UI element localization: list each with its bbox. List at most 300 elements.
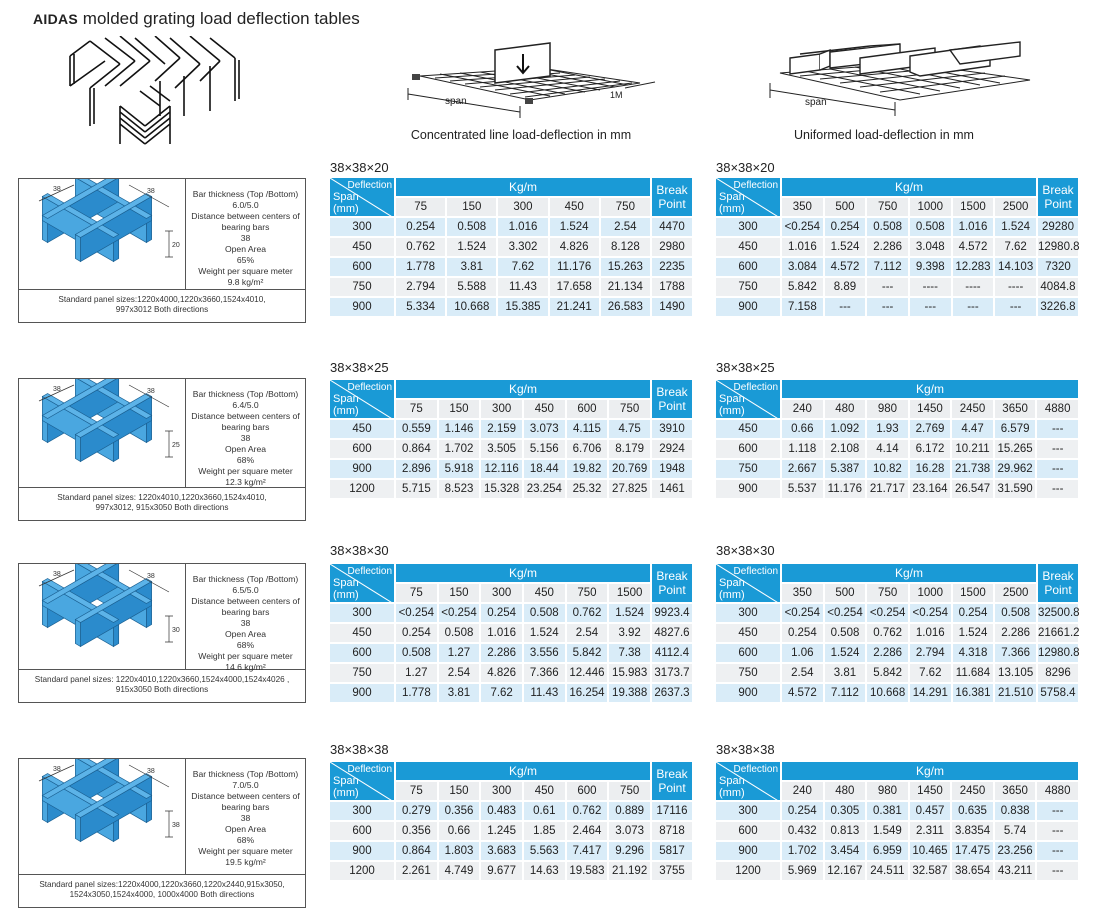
table-row — [330, 480, 692, 498]
break-point-cell: 2235 — [652, 258, 692, 276]
deflection-cell: --- — [910, 298, 951, 316]
break-point-cell: 2924 — [652, 440, 692, 458]
table-row — [330, 862, 692, 880]
deflection-cell: 1.27 — [396, 664, 437, 682]
span-cell: 900 — [330, 460, 394, 478]
spec-line: 9.8 kg/m² — [227, 277, 264, 287]
deflection-cell: 21.192 — [609, 862, 650, 880]
load-header: 500 — [825, 198, 866, 216]
load-header: 600 — [567, 782, 608, 800]
deflection-cell: 5.537 — [782, 480, 823, 498]
load-header: 1500 — [953, 198, 994, 216]
deflection-cell: --- — [1037, 822, 1078, 840]
span-cell: 450 — [330, 238, 394, 256]
deflection-cell: 0.508 — [910, 218, 951, 236]
table-row — [330, 822, 692, 840]
load-header: 4880 — [1037, 400, 1078, 418]
deflection-cell: 2.769 — [910, 420, 951, 438]
deflection-cell: 0.254 — [953, 604, 994, 622]
deflection-cell: 0.762 — [567, 802, 608, 820]
deflection-cell: 2.311 — [910, 822, 951, 840]
break-point-cell: 5758.4 — [1038, 684, 1078, 702]
deflection-cell: 1.524 — [825, 644, 866, 662]
corner-header — [716, 380, 780, 418]
deflection-cell: 1.524 — [609, 604, 650, 622]
grating-panel-icon — [19, 179, 184, 294]
spec-line: bearing bars — [221, 607, 270, 617]
deflection-cell: 4.826 — [481, 664, 522, 682]
table-row — [716, 604, 1078, 622]
break-point-cell: 12980.8 — [1038, 238, 1078, 256]
deflection-cell: 7.112 — [867, 258, 908, 276]
deflection-cell: 5.842 — [867, 664, 908, 682]
deflection-cell: 14.63 — [524, 862, 565, 880]
deflection-cell: 2.896 — [396, 460, 437, 478]
dim-a-label: 38 — [53, 386, 61, 393]
spec-line: Distance between centers of — [191, 791, 300, 801]
spec-text — [186, 179, 305, 289]
span-cell: 750 — [716, 664, 780, 682]
span-cell: 600 — [716, 440, 780, 458]
deflection-cell: 0.457 — [910, 802, 951, 820]
spec-line: Distance between centers of — [191, 411, 300, 421]
header-row — [716, 762, 1078, 780]
deflection-cell: 13.105 — [995, 664, 1036, 682]
grating-spec-box — [18, 758, 306, 908]
spec-line: 19.5 kg/m² — [225, 857, 266, 867]
deflection-label: Deflection — [347, 566, 392, 577]
break-point-cell: 3910 — [652, 420, 692, 438]
grating-panel-icon — [19, 759, 184, 874]
load-group-header: Kg/m — [396, 380, 650, 398]
concentrated-section-title: 38×38×38 — [330, 742, 389, 757]
load-header: 4880 — [1037, 782, 1078, 800]
deflection-cell: 2.286 — [995, 624, 1036, 642]
brand-name: AIDAS — [33, 11, 79, 27]
deflection-cell: 16.28 — [910, 460, 951, 478]
load-header: 300 — [481, 584, 522, 602]
deflection-cell: --- — [867, 298, 908, 316]
span-unit-label: (mm) — [719, 589, 745, 601]
load-group-header: Kg/m — [782, 380, 1078, 398]
table-row — [716, 664, 1078, 682]
deflection-cell: 5.334 — [396, 298, 445, 316]
deflection-cell: 0.508 — [524, 604, 565, 622]
load-header: 750 — [609, 782, 650, 800]
table-row — [716, 460, 1078, 478]
table-row — [330, 298, 692, 316]
load-header: 2500 — [995, 584, 1036, 602]
span-label: Span — [333, 775, 359, 787]
break-point-cell: 32500.8 — [1038, 604, 1078, 622]
span-cell: 300 — [716, 604, 780, 622]
span-cell: 450 — [716, 624, 780, 642]
deflection-cell: 14.103 — [995, 258, 1036, 276]
deflection-cell: 0.66 — [782, 420, 823, 438]
table-row — [330, 440, 692, 458]
spec-line: Weight per square meter — [198, 466, 293, 476]
deflection-cell: 12.446 — [567, 664, 608, 682]
deflection-cell: 12.283 — [953, 258, 994, 276]
span-cell: 600 — [330, 644, 394, 662]
concentrated-load-illustration — [400, 38, 670, 128]
deflection-cell: 5.842 — [567, 644, 608, 662]
span-label: Span — [719, 775, 745, 787]
load-header: 980 — [867, 782, 908, 800]
load-header: 150 — [447, 198, 496, 216]
spec-line: Bar thickness (Top /Bottom) — [192, 574, 299, 584]
deflection-cell: 11.684 — [953, 664, 994, 682]
table-row — [716, 842, 1078, 860]
grating-spec-box — [18, 378, 306, 521]
table-row — [330, 684, 692, 702]
span-cell: 600 — [716, 258, 780, 276]
deflection-cell: --- — [1037, 440, 1078, 458]
deflection-label: Deflection — [347, 382, 392, 393]
deflection-cell: 25.32 — [567, 480, 608, 498]
uniform-section-title: 38×38×38 — [716, 742, 775, 757]
corner-header — [716, 178, 780, 216]
deflection-cell: 1.524 — [550, 218, 599, 236]
break-point-cell: 8296 — [1038, 664, 1078, 682]
deflection-cell: ---- — [995, 278, 1036, 296]
load-header: 1500 — [609, 584, 650, 602]
uniform-section-title: 38×38×30 — [716, 543, 775, 558]
deflection-cell: 2.108 — [825, 440, 866, 458]
deflection-cell: 3.81 — [825, 664, 866, 682]
deflection-cell: 0.254 — [782, 802, 823, 820]
deflection-label: Deflection — [347, 764, 392, 775]
deflection-cell: 1.803 — [439, 842, 480, 860]
span-cell: 300 — [330, 802, 394, 820]
deflection-cell: 3.92 — [609, 624, 650, 642]
spec-line: 14.6 kg/m² — [225, 662, 266, 672]
load-group-header: Kg/m — [782, 178, 1036, 196]
table-row — [330, 460, 692, 478]
deflection-cell: 1.06 — [782, 644, 823, 662]
deflection-cell: 1.93 — [867, 420, 908, 438]
deflection-cell: 29.962 — [995, 460, 1036, 478]
spec-line: bearing bars — [221, 422, 270, 432]
span-cell: 300 — [716, 802, 780, 820]
table-row — [330, 420, 692, 438]
load-header: 3650 — [995, 400, 1036, 418]
deflection-cell: ---- — [953, 278, 994, 296]
deflection-label: Deflection — [733, 764, 778, 775]
load-header: 3650 — [995, 782, 1036, 800]
deflection-cell: 3.556 — [524, 644, 565, 662]
span-cell: 750 — [330, 664, 394, 682]
uniform-load-table — [714, 378, 1080, 500]
load-header: 480 — [825, 782, 866, 800]
uniform-section-title: 38×38×25 — [716, 360, 775, 375]
corner-header — [330, 380, 394, 418]
panel-size-line: 997x3012 Both directions — [115, 305, 209, 314]
deflection-cell: 2.794 — [396, 278, 445, 296]
span-label: Span — [719, 577, 745, 589]
height-label: 20 — [172, 242, 180, 249]
deflection-cell: 1.016 — [481, 624, 522, 642]
break-point-cell: 3173.7 — [652, 664, 692, 682]
concentrated-load-table — [328, 176, 694, 318]
load-header: 750 — [867, 584, 908, 602]
deflection-cell: 5.715 — [396, 480, 437, 498]
deflection-cell: 1.27 — [439, 644, 480, 662]
spec-line: Weight per square meter — [198, 651, 293, 661]
panel-size-line: Standard panel sizes:1220x4000,1220x3660,1524x4010, — [58, 295, 266, 304]
load-group-header: Kg/m — [782, 762, 1078, 780]
load-group-header: Kg/m — [396, 564, 650, 582]
header-row — [716, 564, 1078, 582]
concentrated-load-table — [328, 562, 694, 704]
deflection-cell: 17.658 — [550, 278, 599, 296]
deflection-cell: 4.572 — [825, 258, 866, 276]
load-header: 350 — [782, 198, 823, 216]
span-unit-label: (mm) — [333, 405, 359, 417]
deflection-cell: 1.092 — [825, 420, 866, 438]
header-row — [330, 762, 692, 780]
deflection-cell: 0.635 — [952, 802, 993, 820]
load-header: 600 — [567, 400, 608, 418]
deflection-cell: 1.549 — [867, 822, 908, 840]
deflection-cell: <0.254 — [825, 604, 866, 622]
span-cell: 450 — [716, 238, 780, 256]
deflection-cell: 15.263 — [601, 258, 650, 276]
span-cell: 600 — [716, 822, 780, 840]
height-label: 30 — [172, 627, 180, 634]
load-header: 240 — [782, 782, 823, 800]
table-row — [330, 278, 692, 296]
deflection-cell: 1.524 — [995, 218, 1036, 236]
span-cell: 450 — [330, 624, 394, 642]
deflection-cell: 2.464 — [567, 822, 608, 840]
span-cell: 900 — [716, 684, 780, 702]
corner-header — [330, 762, 394, 800]
load-header: 500 — [825, 584, 866, 602]
deflection-cell: 0.559 — [396, 420, 437, 438]
load-header: 1000 — [910, 198, 951, 216]
break-point-header: Break Point — [652, 564, 692, 602]
spec-line: 68% — [236, 835, 255, 845]
load-header: 750 — [601, 198, 650, 216]
span-cell: 300 — [716, 218, 780, 236]
load-header: 450 — [524, 782, 565, 800]
span-cell: 600 — [716, 644, 780, 662]
table-row — [716, 278, 1078, 296]
table-row — [716, 480, 1078, 498]
width-label: 1M — [610, 90, 623, 100]
spec-line: 68% — [236, 640, 255, 650]
deflection-cell: 1.146 — [439, 420, 480, 438]
dim-b-label: 38 — [147, 768, 155, 775]
deflection-cell: 2.667 — [782, 460, 823, 478]
deflection-cell: 4.75 — [609, 420, 650, 438]
deflection-cell: 0.254 — [396, 624, 437, 642]
grating-image — [19, 759, 186, 874]
span-cell: 300 — [330, 604, 394, 622]
deflection-cell: 21.134 — [601, 278, 650, 296]
break-point-cell: 1461 — [652, 480, 692, 498]
load-header: 480 — [825, 400, 866, 418]
deflection-cell: 32.587 — [910, 862, 951, 880]
uniform-load-table — [714, 562, 1080, 704]
spec-line: Open Area — [224, 444, 267, 454]
deflection-cell: 0.838 — [995, 802, 1036, 820]
header-row — [330, 380, 692, 398]
grating-panel-icon — [19, 564, 184, 679]
table-row — [330, 842, 692, 860]
height-label: 25 — [172, 442, 180, 449]
table-row — [716, 218, 1078, 236]
deflection-cell: 0.508 — [995, 604, 1036, 622]
corner-header — [330, 564, 394, 602]
deflection-cell: 7.62 — [481, 684, 522, 702]
spec-line: bearing bars — [221, 222, 270, 232]
deflection-cell: 3.81 — [439, 684, 480, 702]
deflection-cell: 3.048 — [910, 238, 951, 256]
deflection-cell: 0.762 — [567, 604, 608, 622]
deflection-cell: 18.44 — [524, 460, 565, 478]
concentrated-caption: Concentrated line load-deflection in mm — [410, 128, 632, 142]
deflection-cell: 4.14 — [867, 440, 908, 458]
table-row — [716, 802, 1078, 820]
table-row — [716, 624, 1078, 642]
deflection-cell: 1.778 — [396, 258, 445, 276]
concentrated-section-title: 38×38×20 — [330, 160, 389, 175]
span-cell: 450 — [330, 420, 394, 438]
load-header: 2450 — [952, 782, 993, 800]
load-group-header: Kg/m — [396, 178, 650, 196]
panel-size-line: Standard panel sizes: 1220x4010,1220x3660,1524x4010, — [57, 493, 267, 502]
deflection-cell: 7.366 — [524, 664, 565, 682]
break-point-cell: 21661.2 — [1038, 624, 1078, 642]
load-header: 75 — [396, 400, 437, 418]
span-label: Span — [333, 191, 359, 203]
load-header: 750 — [867, 198, 908, 216]
spec-line: Weight per square meter — [198, 266, 293, 276]
load-header: 300 — [498, 198, 547, 216]
table-row — [716, 420, 1078, 438]
load-header: 1450 — [910, 782, 951, 800]
deflection-cell: 4.572 — [782, 684, 823, 702]
load-header: 750 — [567, 584, 608, 602]
deflection-cell: 1.118 — [782, 440, 823, 458]
spec-text — [186, 564, 305, 672]
uniform-load-table — [714, 176, 1080, 318]
deflection-cell: 3.683 — [481, 842, 522, 860]
break-point-header: Break Point — [652, 380, 692, 418]
deflection-cell: 7.62 — [910, 664, 951, 682]
deflection-cell: <0.254 — [439, 604, 480, 622]
deflection-cell: 2.286 — [481, 644, 522, 662]
table-row — [330, 664, 692, 682]
deflection-cell: 1.778 — [396, 684, 437, 702]
deflection-cell: 0.356 — [439, 802, 480, 820]
span-cell: 900 — [330, 842, 394, 860]
span-cell: 750 — [716, 278, 780, 296]
spec-line: Distance between centers of — [191, 211, 300, 221]
deflection-label: Deflection — [733, 180, 778, 191]
load-header: 150 — [439, 400, 480, 418]
deflection-cell: 0.508 — [447, 218, 496, 236]
deflection-cell: 1.524 — [953, 624, 994, 642]
deflection-cell: <0.254 — [396, 604, 437, 622]
header-row — [716, 178, 1078, 196]
deflection-cell: 11.43 — [498, 278, 547, 296]
table-row — [330, 604, 692, 622]
panel-size-line: 1524x3050,1524x4000, 1000x4000 Both directions — [69, 890, 255, 899]
break-point-cell: 3226.8 — [1038, 298, 1078, 316]
spec-line: Open Area — [224, 824, 267, 834]
deflection-cell: 6.706 — [567, 440, 608, 458]
load-header: 1500 — [953, 584, 994, 602]
deflection-cell: 9.398 — [910, 258, 951, 276]
spec-line: 38 — [240, 813, 251, 823]
table-row — [716, 440, 1078, 458]
deflection-cell: 10.668 — [867, 684, 908, 702]
deflection-cell: 19.583 — [567, 862, 608, 880]
header-row — [716, 380, 1078, 398]
spec-line: 65% — [236, 255, 255, 265]
deflection-cell: 1.85 — [524, 822, 565, 840]
deflection-cell: 43.211 — [995, 862, 1036, 880]
deflection-cell: 5.563 — [524, 842, 565, 860]
span-label: Span — [333, 577, 359, 589]
deflection-cell: 20.769 — [609, 460, 650, 478]
spec-line: Bar thickness (Top /Bottom) — [192, 389, 299, 399]
deflection-cell: 14.291 — [910, 684, 951, 702]
deflection-cell: 6.579 — [995, 420, 1036, 438]
corner-header — [716, 564, 780, 602]
deflection-cell: 0.508 — [439, 624, 480, 642]
deflection-cell: <0.254 — [910, 604, 951, 622]
span-cell: 300 — [330, 218, 394, 236]
deflection-cell: 0.279 — [396, 802, 437, 820]
grating-image — [19, 179, 186, 289]
load-header: 350 — [782, 584, 823, 602]
break-point-header: Break Point — [652, 762, 692, 800]
deflection-cell: 1.524 — [825, 238, 866, 256]
deflection-cell: --- — [1037, 480, 1078, 498]
load-header: 75 — [396, 198, 445, 216]
deflection-cell: 6.959 — [867, 842, 908, 860]
load-header: 300 — [481, 782, 522, 800]
deflection-cell: 27.825 — [609, 480, 650, 498]
deflection-cell: 0.483 — [481, 802, 522, 820]
deflection-cell: 2.794 — [910, 644, 951, 662]
table-row — [330, 644, 692, 662]
span-cell: 1200 — [330, 480, 394, 498]
load-header: 450 — [524, 584, 565, 602]
break-point-header: Break Point — [652, 178, 692, 216]
span-cell: 900 — [716, 842, 780, 860]
deflection-cell: 15.265 — [995, 440, 1036, 458]
deflection-cell: --- — [995, 298, 1036, 316]
load-header: 75 — [396, 584, 437, 602]
spec-line: Weight per square meter — [198, 846, 293, 856]
deflection-cell: 0.864 — [396, 440, 437, 458]
deflection-cell: 5.74 — [995, 822, 1036, 840]
load-header: 450 — [524, 400, 565, 418]
deflection-cell: 5.156 — [524, 440, 565, 458]
deflection-cell: 0.508 — [825, 624, 866, 642]
concentrated-section-title: 38×38×30 — [330, 543, 389, 558]
spec-line: 38 — [240, 233, 251, 243]
deflection-cell: 2.286 — [867, 238, 908, 256]
spec-line: bearing bars — [221, 802, 270, 812]
deflection-cell: 2.286 — [867, 644, 908, 662]
deflection-cell: 2.54 — [782, 664, 823, 682]
